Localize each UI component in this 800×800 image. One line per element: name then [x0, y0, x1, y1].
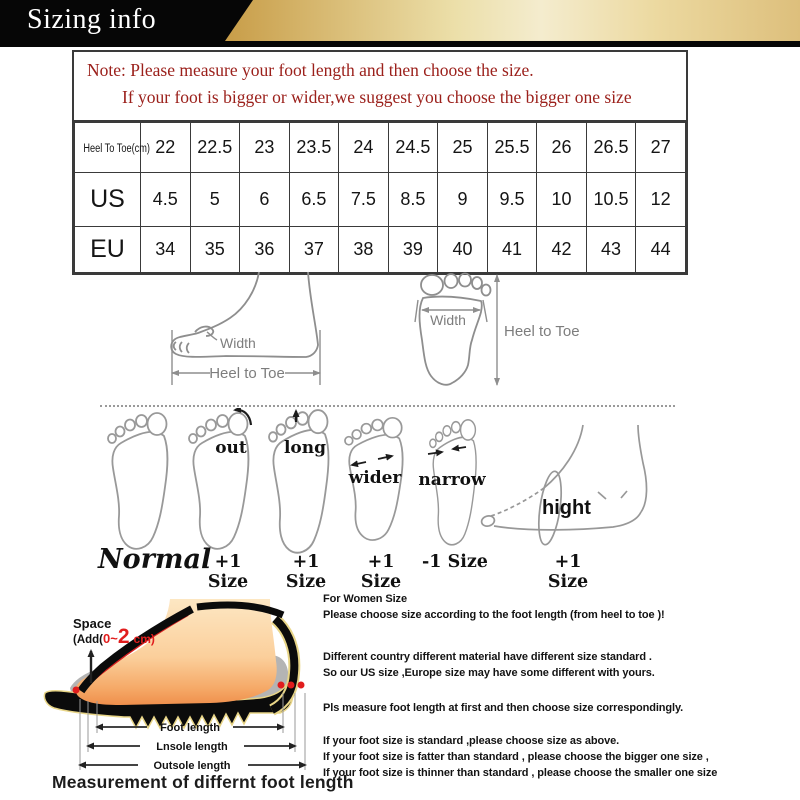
space-label: Space	[73, 616, 112, 631]
label-hight-size: +1 Size	[547, 552, 589, 592]
note-line-2: If your foot is bigger or wider,we suggest you choose the bigger one size	[122, 87, 632, 107]
space-add-prefix: (Add(	[73, 634, 104, 646]
size-table-cell: 7.5	[339, 173, 389, 227]
instruction-line: If your foot size is fatter than standard , please choose the bigger one size ,	[323, 751, 709, 763]
size-table-cell: 10.5	[586, 173, 636, 227]
size-table-cell: 24	[339, 123, 389, 173]
dotted-line	[100, 405, 675, 407]
insole-length-label: Lnsole length	[156, 741, 228, 753]
footprint-long	[269, 410, 329, 553]
instruction-line: So our US size ,Europe size may have some different with yours.	[323, 667, 655, 679]
size-table-row	[75, 123, 686, 173]
size-table-cell: 40	[438, 227, 488, 273]
size-table-cell: 42	[537, 227, 587, 273]
footprint-out	[189, 413, 249, 549]
size-table-cell: 26.5	[586, 123, 636, 173]
instruction-line: Different country different material have different size standard .	[323, 651, 652, 663]
size-table-cell: 23.5	[289, 123, 339, 173]
size-table-cell: 26	[537, 123, 587, 173]
size-table-cell: 39	[388, 227, 438, 273]
size-table-row-label: Heel To Toe(cm)	[75, 123, 141, 173]
size-table-row	[75, 173, 686, 227]
size-table-cell: 34	[141, 227, 191, 273]
side-length-label: Heel to Toe	[209, 365, 285, 382]
footprint-outline	[420, 274, 491, 385]
label-wider-size: +1 Size	[360, 552, 402, 592]
sizing-note	[74, 52, 686, 122]
label-out-size: +1 Size	[207, 552, 249, 592]
size-table-cell: 6.5	[289, 173, 339, 227]
instruction-line: Pls measure foot length at first and then choose size correspondingly.	[323, 702, 684, 714]
size-table-cell: 6	[240, 173, 290, 227]
size-table-cell: 41	[487, 227, 537, 273]
space-unit: cm)	[133, 632, 155, 646]
instructions	[323, 591, 797, 781]
size-table-cell: 8.5	[388, 173, 438, 227]
size-table-cell: 25	[438, 123, 488, 173]
size-table-cell: 27	[636, 123, 686, 173]
gold-ribbon	[225, 0, 800, 41]
label-long-size: +1 Size	[285, 552, 327, 592]
size-table-cell: 24.5	[388, 123, 438, 173]
space-add-line	[73, 625, 155, 648]
size-table-row-label: US	[75, 173, 141, 227]
size-table-body	[75, 123, 686, 273]
tag-long: long	[283, 438, 327, 458]
size-table-cell: 36	[240, 227, 290, 273]
note-line-1: Note: Please measure your foot length and then choose the size.	[87, 60, 534, 80]
size-table-row-label: EU	[75, 227, 141, 273]
instruction-line: If your foot size is thinner than standard , please choose the smaller one size	[323, 767, 718, 779]
size-table-cell: 25.5	[487, 123, 537, 173]
tag-out: out	[215, 438, 247, 458]
space-range: 0~	[103, 631, 118, 646]
print-width-label: Width	[430, 312, 466, 328]
tag-narrow: narrow	[418, 470, 486, 490]
size-table-cell: 35	[190, 227, 240, 273]
tag-wider: wider	[348, 468, 402, 488]
banner	[0, 0, 800, 47]
side-width-label: Width	[220, 335, 256, 351]
print-length-label: Heel to Toe	[504, 323, 580, 340]
size-table-cell: 12	[636, 173, 686, 227]
size-table-cell: 22.5	[190, 123, 240, 173]
label-narrow-size: -1 Size	[422, 552, 488, 572]
footprint-normal	[108, 413, 168, 549]
size-table-cell: 9	[438, 173, 488, 227]
size-table-cell: 38	[339, 227, 389, 273]
instruction-line: Please choose size according to the foot length (from heel to toe )!	[323, 609, 665, 621]
size-table-cell: 10	[537, 173, 587, 227]
size-table-cell: 23	[240, 123, 290, 173]
foot-length-label: Foot length	[160, 722, 220, 734]
outsole-length-label: Outsole length	[153, 760, 231, 772]
page-title: Sizing info	[27, 4, 157, 35]
size-table	[74, 122, 686, 273]
space-range-max: 2	[117, 625, 130, 648]
ankle-foot-outline	[480, 425, 646, 546]
instruction-line: If your foot size is standard ,please choose size as above.	[323, 735, 620, 747]
measure-diagram	[60, 270, 680, 406]
size-table-cell: 22	[141, 123, 191, 173]
size-table-cell: 37	[289, 227, 339, 273]
foot-types-diagram	[90, 408, 650, 556]
size-table-cell: 43	[586, 227, 636, 273]
space-annotation	[73, 618, 155, 646]
size-table-cell: 9.5	[487, 173, 537, 227]
size-chart	[72, 50, 688, 275]
diagram-caption: Measurement of differnt foot length	[52, 772, 354, 792]
instruction-line: For Women Size	[323, 593, 407, 605]
size-table-cell: 5	[190, 173, 240, 227]
size-table-cell: 4.5	[141, 173, 191, 227]
size-table-cell: 44	[636, 227, 686, 273]
size-table-row	[75, 227, 686, 273]
tag-hight: hight	[542, 497, 591, 519]
label-normal: Normal	[98, 544, 212, 575]
